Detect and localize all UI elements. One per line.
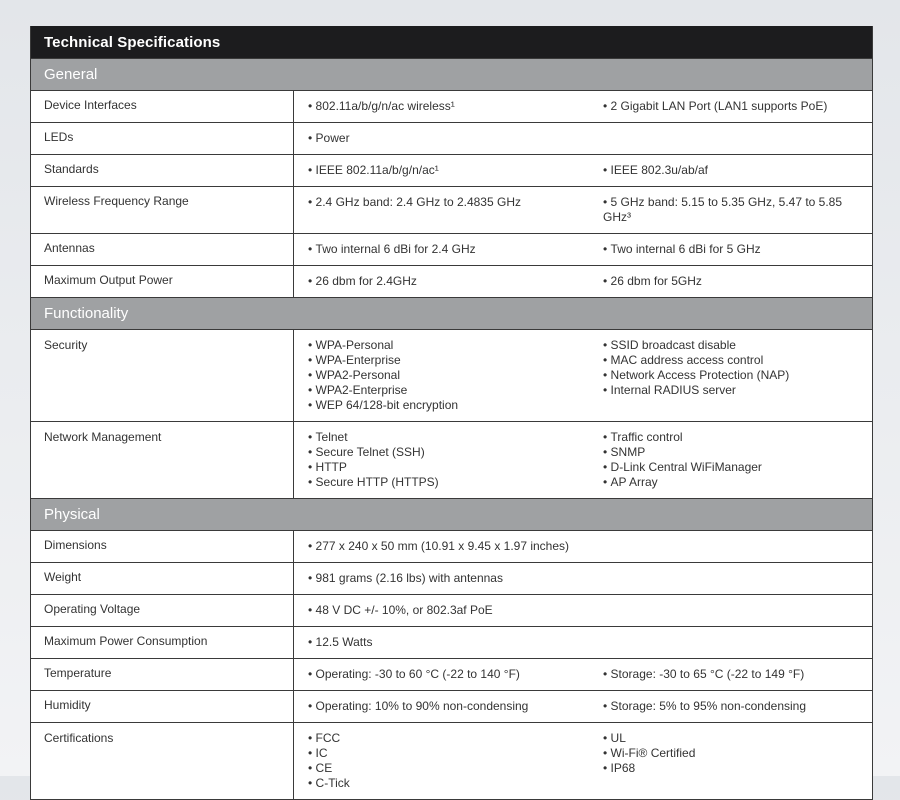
spec-row	[31, 122, 872, 154]
spec-value-item: • Internal RADIUS server	[603, 383, 872, 398]
spec-label: Dimensions	[31, 531, 294, 562]
spec-row	[31, 658, 872, 690]
spec-sections	[31, 58, 872, 799]
spec-value-list	[308, 539, 594, 554]
spec-value-item: • FCC	[308, 731, 594, 746]
spec-value-item: • Wi-Fi® Certified	[603, 746, 872, 761]
spec-value-list	[603, 195, 872, 225]
spec-value-item: • Secure Telnet (SSH)	[308, 445, 594, 460]
spec-row	[31, 722, 872, 799]
spec-value-column-1	[294, 422, 594, 498]
spec-value-item: • Storage: 5% to 95% non-condensing	[603, 699, 872, 714]
section-header-functionality: Functionality	[31, 297, 872, 329]
spec-value-list	[603, 274, 872, 289]
spec-value-list	[603, 338, 872, 398]
spec-row	[31, 154, 872, 186]
spec-value-list	[603, 242, 872, 257]
spec-label: Wireless Frequency Range	[31, 187, 294, 233]
spec-value-column-1	[294, 123, 594, 154]
spec-value-list	[603, 99, 872, 114]
spec-value-list	[603, 430, 872, 490]
spec-row	[31, 690, 872, 722]
spec-value-column-1	[294, 659, 594, 690]
spec-value-list	[308, 99, 594, 114]
spec-label: Network Management	[31, 422, 294, 498]
page-title: Technical Specifications	[31, 26, 872, 58]
spec-value-column-2	[594, 266, 872, 297]
spec-value-list	[308, 131, 594, 146]
spec-value-item: • Operating: -30 to 60 °C (-22 to 140 °F)	[308, 667, 594, 682]
spec-row	[31, 265, 872, 297]
spec-label: Weight	[31, 563, 294, 594]
spec-value-column-2	[594, 659, 872, 690]
spec-value-item: • HTTP	[308, 460, 594, 475]
spec-value-item: • IP68	[603, 761, 872, 776]
spec-value-item: • IC	[308, 746, 594, 761]
spec-value-column-1	[294, 234, 594, 265]
spec-row	[31, 186, 872, 233]
spec-value-list	[308, 635, 594, 650]
spec-value-list	[308, 163, 594, 178]
spec-value-item: • Telnet	[308, 430, 594, 445]
spec-label: LEDs	[31, 123, 294, 154]
spec-value-column-1	[294, 266, 594, 297]
spec-label: Maximum Output Power	[31, 266, 294, 297]
spec-value-item: • Operating: 10% to 90% non-condensing	[308, 699, 594, 714]
spec-value-item: • IEEE 802.3u/ab/af	[603, 163, 872, 178]
spec-value-column-2	[594, 155, 872, 186]
spec-value-item: • MAC address access control	[603, 353, 872, 368]
spec-value-item: • Two internal 6 dBi for 2.4 GHz	[308, 242, 594, 257]
spec-value-item: • Power	[308, 131, 594, 146]
spec-row	[31, 233, 872, 265]
section-header-physical: Physical	[31, 498, 872, 530]
spec-value-column-2	[594, 422, 872, 498]
spec-label: Temperature	[31, 659, 294, 690]
spec-value-column-1	[294, 563, 594, 594]
spec-value-column-2	[594, 531, 872, 562]
spec-label: Security	[31, 330, 294, 421]
spec-row	[31, 594, 872, 626]
spec-value-column-2	[594, 234, 872, 265]
spec-value-item: • WPA-Enterprise	[308, 353, 594, 368]
spec-value-list	[308, 195, 594, 210]
spec-value-item: • Traffic control	[603, 430, 872, 445]
spec-value-column-2	[594, 187, 872, 233]
spec-value-list	[308, 571, 594, 586]
spec-row	[31, 530, 872, 562]
spec-label: Certifications	[31, 723, 294, 799]
spec-value-column-1	[294, 627, 594, 658]
spec-value-list	[603, 163, 872, 178]
spec-value-list	[308, 242, 594, 257]
spec-value-item: • 26 dbm for 5GHz	[603, 274, 872, 289]
spec-value-list	[603, 667, 872, 682]
spec-label: Standards	[31, 155, 294, 186]
spec-value-item: • 12.5 Watts	[308, 635, 594, 650]
section-header-general: General	[31, 58, 872, 90]
spec-value-item: • 48 V DC +/- 10%, or 802.3af PoE	[308, 603, 594, 618]
spec-value-item: • WPA2-Personal	[308, 368, 594, 383]
spec-value-column-2	[594, 123, 872, 154]
spec-value-item: • Storage: -30 to 65 °C (-22 to 149 °F)	[603, 667, 872, 682]
spec-value-column-1	[294, 595, 594, 626]
spec-value-list	[308, 603, 594, 618]
spec-value-list	[603, 699, 872, 714]
spec-value-column-2	[594, 91, 872, 122]
spec-label: Humidity	[31, 691, 294, 722]
spec-label: Maximum Power Consumption	[31, 627, 294, 658]
spec-value-list	[308, 338, 594, 413]
spec-value-item: • 2.4 GHz band: 2.4 GHz to 2.4835 GHz	[308, 195, 594, 210]
spec-value-column-1	[294, 91, 594, 122]
spec-row	[31, 421, 872, 498]
spec-value-column-2	[594, 330, 872, 421]
spec-value-column-2	[594, 723, 872, 799]
spec-value-item: • UL	[603, 731, 872, 746]
spec-value-list	[308, 667, 594, 682]
spec-value-item: • Two internal 6 dBi for 5 GHz	[603, 242, 872, 257]
spec-value-column-1	[294, 723, 594, 799]
spec-value-item: • 2 Gigabit LAN Port (LAN1 supports PoE)	[603, 99, 872, 114]
spec-value-column-1	[294, 330, 594, 421]
spec-value-column-1	[294, 531, 594, 562]
spec-value-item: • 5 GHz band: 5.15 to 5.35 GHz, 5.47 to 5.85 GHz³	[603, 195, 872, 225]
spec-row	[31, 329, 872, 421]
spec-value-item: • WEP 64/128-bit encryption	[308, 398, 594, 413]
spec-value-item: • 981 grams (2.16 lbs) with antennas	[308, 571, 594, 586]
spec-label: Operating Voltage	[31, 595, 294, 626]
spec-value-item: • 26 dbm for 2.4GHz	[308, 274, 594, 289]
spec-value-item: • CE	[308, 761, 594, 776]
spec-value-item: • Network Access Protection (NAP)	[603, 368, 872, 383]
spec-value-column-2	[594, 563, 872, 594]
spec-row	[31, 626, 872, 658]
spec-sheet	[30, 26, 873, 800]
spec-value-item: • 277 x 240 x 50 mm (10.91 x 9.45 x 1.97 inches)	[308, 539, 594, 554]
spec-value-list	[308, 699, 594, 714]
spec-value-column-2	[594, 691, 872, 722]
spec-value-item: • WPA-Personal	[308, 338, 594, 353]
spec-value-list	[603, 731, 872, 776]
spec-value-column-1	[294, 691, 594, 722]
spec-row	[31, 90, 872, 122]
spec-value-column-1	[294, 155, 594, 186]
spec-value-column-1	[294, 187, 594, 233]
spec-label: Antennas	[31, 234, 294, 265]
spec-value-column-2	[594, 595, 872, 626]
spec-value-item: • AP Array	[603, 475, 872, 490]
spec-value-list	[308, 274, 594, 289]
spec-value-item: • 802.11a/b/g/n/ac wireless¹	[308, 99, 594, 114]
spec-value-item: • WPA2-Enterprise	[308, 383, 594, 398]
spec-row	[31, 562, 872, 594]
spec-value-column-2	[594, 627, 872, 658]
spec-value-item: • C-Tick	[308, 776, 594, 791]
spec-value-item: • Secure HTTP (HTTPS)	[308, 475, 594, 490]
spec-value-item: • SNMP	[603, 445, 872, 460]
spec-value-item: • SSID broadcast disable	[603, 338, 872, 353]
spec-value-item: • IEEE 802.11a/b/g/n/ac¹	[308, 163, 594, 178]
spec-label: Device Interfaces	[31, 91, 294, 122]
spec-value-item: • D-Link Central WiFiManager	[603, 460, 872, 475]
spec-value-list	[308, 430, 594, 490]
spec-value-list	[308, 731, 594, 791]
